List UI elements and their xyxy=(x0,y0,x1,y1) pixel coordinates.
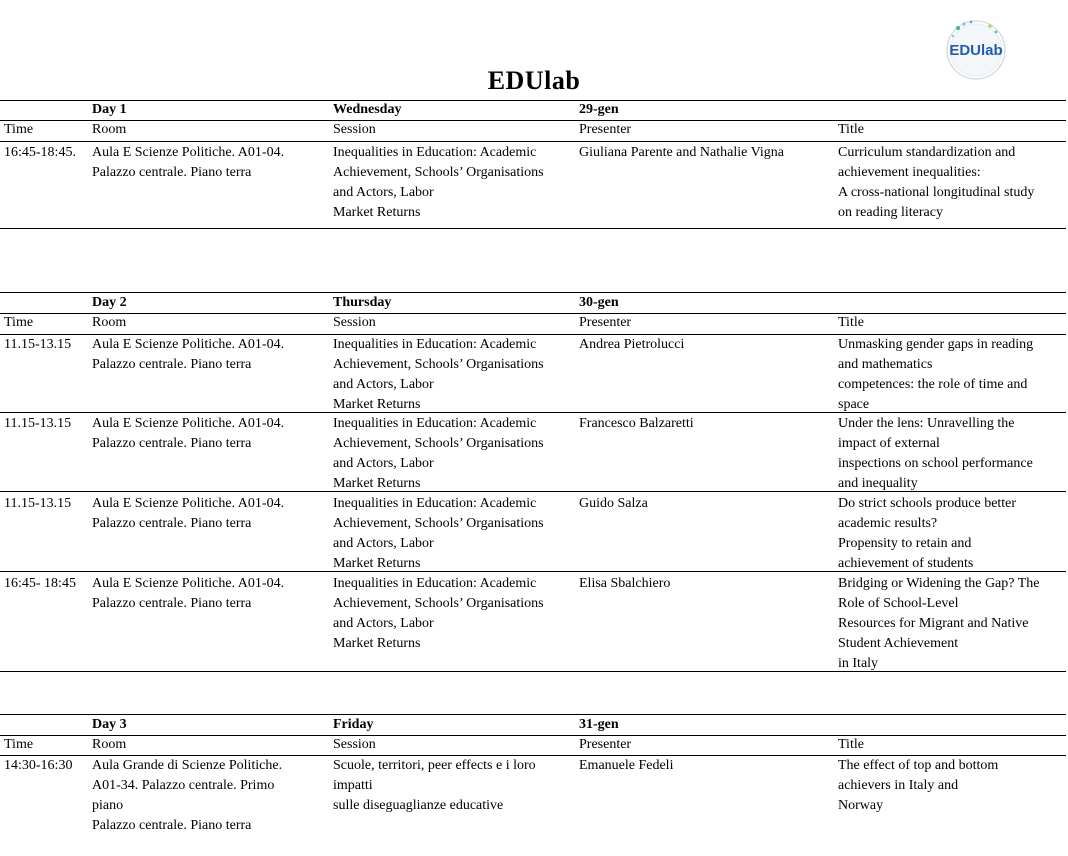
cell-time: 11.15-13.15 xyxy=(4,337,72,352)
col-time: Time xyxy=(4,122,34,137)
cell-session: Scuole, territori, peer effects e i loro impatti sulle diseguaglianze educative xyxy=(333,758,536,813)
cell-time: 11.15-13.15 xyxy=(4,496,72,511)
cell-room: Aula E Scienze Politiche. A01-04. Palazzo centrale. Piano terra xyxy=(92,416,285,451)
weekday-label: Friday xyxy=(333,717,374,732)
col-presenter: Presenter xyxy=(579,737,632,752)
date-label: 30-gen xyxy=(579,295,619,310)
cell-time: 16:45-18:45. xyxy=(4,145,76,160)
date-label: 31-gen xyxy=(579,717,619,732)
cell-presenter: Francesco Balzaretti xyxy=(579,416,694,431)
cell-presenter: Andrea Pietrolucci xyxy=(579,337,685,352)
day-label: Day 1 xyxy=(92,102,127,117)
col-session: Session xyxy=(333,122,376,137)
col-session: Session xyxy=(333,737,376,752)
cell-presenter: Giuliana Parente and Nathalie Vigna xyxy=(579,145,784,160)
col-time: Time xyxy=(4,315,34,330)
weekday-label: Thursday xyxy=(333,295,392,310)
cell-session: Inequalities in Education: Academic Achievement, Schools’ Organisations and Actors, Labor Market Returns xyxy=(333,576,544,651)
page-title: EDUlab xyxy=(487,66,581,95)
cell-room: Aula E Scienze Politiche. A01-04. Palazzo centrale. Piano terra xyxy=(92,496,285,531)
cell-title: Curriculum standardization and achievement inequalities: A cross-national longitudinal study on reading literacy xyxy=(838,145,1035,220)
col-title: Title xyxy=(838,737,864,752)
col-room: Room xyxy=(92,737,127,752)
col-room: Room xyxy=(92,122,127,137)
cell-session: Inequalities in Education: Academic Achievement, Schools’ Organisations and Actors, Labor Market Returns xyxy=(333,496,544,571)
cell-room: Aula E Scienze Politiche. A01-04. Palazzo centrale. Piano terra xyxy=(92,337,285,372)
col-session: Session xyxy=(333,315,376,330)
col-title: Title xyxy=(838,315,864,330)
day-label: Day 3 xyxy=(92,717,127,732)
cell-session: Inequalities in Education: Academic Achievement, Schools’ Organisations and Actors, Labor Market Returns xyxy=(333,416,544,491)
cell-title: Under the lens: Unravelling the impact of external inspections on school performance and inequality xyxy=(838,416,1033,491)
cell-presenter: Elisa Sbalchiero xyxy=(579,576,671,591)
col-room: Room xyxy=(92,315,127,330)
day-label: Day 2 xyxy=(92,295,127,310)
cell-title: Do strict schools produce better academic results? Propensity to retain and achievement of students xyxy=(838,496,1017,571)
cell-presenter: Guido Salza xyxy=(579,496,648,511)
svg-text:EDUlab: EDUlab xyxy=(949,42,1003,59)
cell-session: Inequalities in Education: Academic Achievement, Schools’ Organisations and Actors, Labor Market Returns xyxy=(333,337,544,412)
cell-session: Inequalities in Education: Academic Achievement, Schools’ Organisations and Actors, Labor Market Returns xyxy=(333,145,544,220)
cell-room: Aula E Scienze Politiche. A01-04. Palazzo centrale. Piano terra xyxy=(92,145,285,180)
col-presenter: Presenter xyxy=(579,122,632,137)
cell-time: 14:30-16:30 xyxy=(4,758,73,773)
weekday-label: Wednesday xyxy=(333,102,402,117)
cell-time: 16:45- 18:45 xyxy=(4,576,76,591)
col-time: Time xyxy=(4,737,34,752)
col-presenter: Presenter xyxy=(579,315,632,330)
cell-time: 11.15-13.15 xyxy=(4,416,72,431)
cell-title: The effect of top and bottom achievers in Italy and Norway xyxy=(838,758,999,813)
cell-room: Aula Grande di Scienze Politiche. A01-34. Palazzo centrale. Primo piano Palazzo centrale. Piano terra xyxy=(92,758,283,833)
col-title: Title xyxy=(838,122,864,137)
cell-title: Bridging or Widening the Gap? The Role of School-Level Resources for Migrant and Native Student Achievement in Italy xyxy=(838,576,1040,671)
cell-presenter: Emanuele Fedeli xyxy=(579,758,674,773)
cell-title: Unmasking gender gaps in reading and mathematics competences: the role of time and space xyxy=(838,337,1034,412)
date-label: 29-gen xyxy=(579,102,619,117)
cell-room: Aula E Scienze Politiche. A01-04. Palazzo centrale. Piano terra xyxy=(92,576,285,611)
